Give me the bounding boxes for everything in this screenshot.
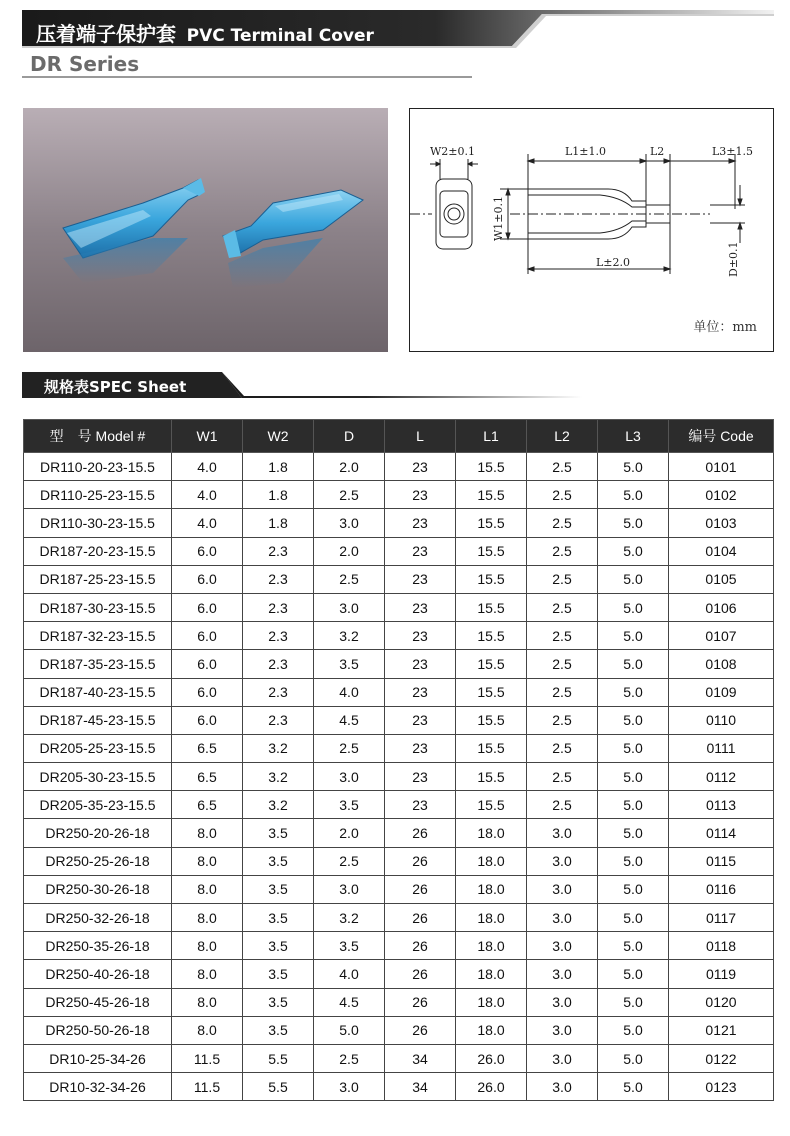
table-cell: DR250-30-26-18 xyxy=(24,875,172,903)
table-cell: 5.0 xyxy=(598,650,669,678)
table-cell: 23 xyxy=(385,734,456,762)
table-cell: 18.0 xyxy=(456,988,527,1016)
table-cell: 2.5 xyxy=(527,509,598,537)
series-label: DR Series xyxy=(30,52,140,76)
table-cell: 0118 xyxy=(669,932,774,960)
table-cell: 3.0 xyxy=(314,509,385,537)
table-cell: 2.5 xyxy=(527,481,598,509)
table-cell: 3.0 xyxy=(527,988,598,1016)
table-cell: 26 xyxy=(385,960,456,988)
table-cell: DR110-20-23-15.5 xyxy=(24,453,172,481)
column-header: L3 xyxy=(598,420,669,453)
table-cell: 2.3 xyxy=(243,650,314,678)
table-cell: 23 xyxy=(385,509,456,537)
table-cell: 8.0 xyxy=(172,960,243,988)
table-cell: 15.5 xyxy=(456,706,527,734)
column-header: L1 xyxy=(456,420,527,453)
table-cell: 3.5 xyxy=(243,847,314,875)
table-cell: 6.5 xyxy=(172,734,243,762)
table-cell: 2.3 xyxy=(243,706,314,734)
table-cell: 18.0 xyxy=(456,904,527,932)
table-row xyxy=(24,763,774,791)
table-cell: 0110 xyxy=(669,706,774,734)
table-cell: 3.2 xyxy=(243,734,314,762)
table-row xyxy=(24,819,774,847)
table-cell: DR205-35-23-15.5 xyxy=(24,791,172,819)
table-cell: 15.5 xyxy=(456,537,527,565)
label-w2: W2±0.1 xyxy=(430,145,476,158)
table-cell: 4.0 xyxy=(314,678,385,706)
table-cell: 8.0 xyxy=(172,988,243,1016)
table-cell: 26.0 xyxy=(456,1073,527,1101)
table-row xyxy=(24,509,774,537)
table-cell: 8.0 xyxy=(172,847,243,875)
table-cell: 0106 xyxy=(669,593,774,621)
table-cell: 26 xyxy=(385,819,456,847)
table-cell: DR187-25-23-15.5 xyxy=(24,565,172,593)
table-cell: 23 xyxy=(385,593,456,621)
column-header: 编号 Code xyxy=(669,420,774,453)
table-cell: 2.3 xyxy=(243,622,314,650)
table-body xyxy=(24,453,774,1101)
table-cell: 2.5 xyxy=(527,565,598,593)
table-cell: 26.0 xyxy=(456,1044,527,1072)
table-cell: 5.0 xyxy=(598,509,669,537)
table-cell: 23 xyxy=(385,453,456,481)
table-cell: 5.0 xyxy=(598,622,669,650)
table-cell: DR10-32-34-26 xyxy=(24,1073,172,1101)
table-cell: 0120 xyxy=(669,988,774,1016)
table-cell: 0122 xyxy=(669,1044,774,1072)
table-cell: 3.0 xyxy=(527,932,598,960)
table-cell: 3.0 xyxy=(527,960,598,988)
table-cell: 1.8 xyxy=(243,453,314,481)
table-row xyxy=(24,537,774,565)
table-cell: 2.5 xyxy=(527,537,598,565)
table-cell: 8.0 xyxy=(172,1016,243,1044)
table-row xyxy=(24,791,774,819)
table-cell: 0117 xyxy=(669,904,774,932)
table-cell: 5.0 xyxy=(598,875,669,903)
table-cell: 4.0 xyxy=(172,509,243,537)
table-cell: 15.5 xyxy=(456,593,527,621)
table-cell: 3.0 xyxy=(314,1073,385,1101)
table-cell: 2.0 xyxy=(314,453,385,481)
table-cell: 5.0 xyxy=(598,565,669,593)
table-cell: 0119 xyxy=(669,960,774,988)
table-cell: 26 xyxy=(385,932,456,960)
table-row xyxy=(24,453,774,481)
table-cell: 3.5 xyxy=(243,819,314,847)
table-row xyxy=(24,988,774,1016)
table-cell: 15.5 xyxy=(456,453,527,481)
label-w1: W1±0.1 xyxy=(492,195,505,241)
table-cell: 3.0 xyxy=(527,1073,598,1101)
label-l: L±2.0 xyxy=(596,256,631,269)
table-cell: 5.0 xyxy=(598,1016,669,1044)
table-cell: 5.0 xyxy=(598,904,669,932)
table-row xyxy=(24,1016,774,1044)
table-cell: 4.0 xyxy=(314,960,385,988)
table-cell: 3.5 xyxy=(243,1016,314,1044)
table-cell: 6.0 xyxy=(172,537,243,565)
table-cell: 5.0 xyxy=(598,706,669,734)
table-cell: 6.5 xyxy=(172,763,243,791)
table-cell: 2.0 xyxy=(314,537,385,565)
table-cell: 5.5 xyxy=(243,1044,314,1072)
table-cell: 15.5 xyxy=(456,791,527,819)
table-cell: 23 xyxy=(385,537,456,565)
table-cell: 3.5 xyxy=(314,932,385,960)
table-cell: 26 xyxy=(385,1016,456,1044)
table-cell: 0112 xyxy=(669,763,774,791)
series-divider xyxy=(22,76,472,78)
table-cell: DR250-20-26-18 xyxy=(24,819,172,847)
table-cell: 2.0 xyxy=(314,819,385,847)
table-cell: DR205-25-23-15.5 xyxy=(24,734,172,762)
table-cell: 2.5 xyxy=(527,453,598,481)
table-cell: DR250-35-26-18 xyxy=(24,932,172,960)
table-cell: 5.0 xyxy=(598,960,669,988)
label-l2: L2 xyxy=(650,145,665,158)
table-cell: 2.5 xyxy=(527,734,598,762)
table-cell: DR250-25-26-18 xyxy=(24,847,172,875)
table-cell: 18.0 xyxy=(456,847,527,875)
table-row xyxy=(24,593,774,621)
table-cell: 23 xyxy=(385,706,456,734)
table-cell: 4.0 xyxy=(172,481,243,509)
column-header: 型 号 Model # xyxy=(24,420,172,453)
table-cell: 23 xyxy=(385,481,456,509)
table-cell: 23 xyxy=(385,791,456,819)
table-cell: 18.0 xyxy=(456,960,527,988)
table-cell: 34 xyxy=(385,1073,456,1101)
table-cell: 5.0 xyxy=(598,847,669,875)
table-cell: 18.0 xyxy=(456,932,527,960)
title-cn: 压着端子保护套 xyxy=(36,22,176,46)
column-header: D xyxy=(314,420,385,453)
table-cell: 5.0 xyxy=(598,988,669,1016)
table-cell: DR187-32-23-15.5 xyxy=(24,622,172,650)
table-cell: 2.5 xyxy=(527,593,598,621)
table-cell: 8.0 xyxy=(172,875,243,903)
spec-banner xyxy=(22,372,582,400)
table-cell: 5.0 xyxy=(598,453,669,481)
table-cell: 5.0 xyxy=(598,819,669,847)
table-cell: 0114 xyxy=(669,819,774,847)
table-row xyxy=(24,565,774,593)
table-cell: 26 xyxy=(385,875,456,903)
table-cell: 2.3 xyxy=(243,565,314,593)
table-cell: DR110-30-23-15.5 xyxy=(24,509,172,537)
table-cell: 18.0 xyxy=(456,875,527,903)
table-row xyxy=(24,932,774,960)
table-cell: 3.2 xyxy=(243,763,314,791)
table-cell: 4.5 xyxy=(314,706,385,734)
table-cell: 15.5 xyxy=(456,763,527,791)
table-cell: 3.0 xyxy=(314,593,385,621)
table-row xyxy=(24,734,774,762)
table-cell: 15.5 xyxy=(456,622,527,650)
table-cell: 2.5 xyxy=(527,706,598,734)
table-cell: 3.5 xyxy=(314,791,385,819)
table-cell: 23 xyxy=(385,763,456,791)
table-cell: 2.5 xyxy=(527,678,598,706)
table-cell: 2.5 xyxy=(527,791,598,819)
table-cell: DR250-45-26-18 xyxy=(24,988,172,1016)
table-cell: DR250-50-26-18 xyxy=(24,1016,172,1044)
spec-table xyxy=(23,419,774,1101)
table-cell: 3.0 xyxy=(314,875,385,903)
column-header: L xyxy=(385,420,456,453)
table-cell: 2.5 xyxy=(314,1044,385,1072)
table-cell: DR187-20-23-15.5 xyxy=(24,537,172,565)
table-row xyxy=(24,678,774,706)
dimension-drawing xyxy=(409,108,774,352)
table-cell: 0116 xyxy=(669,875,774,903)
unit-note: 单位：mm xyxy=(693,320,757,335)
table-cell: 18.0 xyxy=(456,819,527,847)
table-cell: 6.0 xyxy=(172,650,243,678)
table-cell: 3.0 xyxy=(527,819,598,847)
column-header: L2 xyxy=(527,420,598,453)
table-cell: 11.5 xyxy=(172,1073,243,1101)
table-cell: 15.5 xyxy=(456,678,527,706)
table-cell: DR187-30-23-15.5 xyxy=(24,593,172,621)
table-row xyxy=(24,1073,774,1101)
table-cell: 6.0 xyxy=(172,706,243,734)
table-cell: 3.5 xyxy=(243,932,314,960)
table-cell: 2.3 xyxy=(243,678,314,706)
spec-title: 规格表SPEC Sheet xyxy=(44,378,187,396)
table-cell: DR10-25-34-26 xyxy=(24,1044,172,1072)
label-l1: L1±1.0 xyxy=(565,145,607,158)
table-cell: 3.2 xyxy=(243,791,314,819)
table-cell: 3.0 xyxy=(527,1044,598,1072)
table-cell: 3.5 xyxy=(243,988,314,1016)
table-cell: 15.5 xyxy=(456,650,527,678)
table-cell: 0123 xyxy=(669,1073,774,1101)
table-cell: 5.0 xyxy=(598,1044,669,1072)
table-cell: 3.0 xyxy=(527,1016,598,1044)
table-cell: 23 xyxy=(385,622,456,650)
column-header: W1 xyxy=(172,420,243,453)
table-cell: 0101 xyxy=(669,453,774,481)
table-row xyxy=(24,481,774,509)
table-cell: 18.0 xyxy=(456,1016,527,1044)
table-cell: 0107 xyxy=(669,622,774,650)
table-cell: 2.5 xyxy=(527,622,598,650)
table-cell: 0113 xyxy=(669,791,774,819)
table-cell: 5.5 xyxy=(243,1073,314,1101)
table-cell: 15.5 xyxy=(456,481,527,509)
table-cell: 0108 xyxy=(669,650,774,678)
table-cell: 5.0 xyxy=(598,932,669,960)
table-cell: 3.0 xyxy=(527,875,598,903)
table-cell: 26 xyxy=(385,847,456,875)
table-cell: DR187-40-23-15.5 xyxy=(24,678,172,706)
table-cell: DR205-30-23-15.5 xyxy=(24,763,172,791)
table-cell: DR250-40-26-18 xyxy=(24,960,172,988)
table-row xyxy=(24,875,774,903)
table-cell: 2.3 xyxy=(243,537,314,565)
table-cell: 2.5 xyxy=(314,565,385,593)
table-row xyxy=(24,650,774,678)
table-cell: 23 xyxy=(385,678,456,706)
table-cell: 2.3 xyxy=(243,593,314,621)
table-cell: 3.0 xyxy=(314,763,385,791)
table-cell: 6.0 xyxy=(172,593,243,621)
table-cell: DR187-45-23-15.5 xyxy=(24,706,172,734)
table-cell: 15.5 xyxy=(456,509,527,537)
table-cell: 8.0 xyxy=(172,819,243,847)
column-header: W2 xyxy=(243,420,314,453)
table-cell: 26 xyxy=(385,904,456,932)
table-cell: 2.5 xyxy=(314,481,385,509)
table-cell: 8.0 xyxy=(172,904,243,932)
table-cell: 3.5 xyxy=(314,650,385,678)
table-cell: 5.0 xyxy=(598,537,669,565)
table-header-row xyxy=(24,420,774,453)
product-photo xyxy=(23,108,388,352)
table-cell: 23 xyxy=(385,565,456,593)
header-banner xyxy=(22,10,774,50)
table-cell: 2.5 xyxy=(527,650,598,678)
table-cell: DR110-25-23-15.5 xyxy=(24,481,172,509)
table-row xyxy=(24,1044,774,1072)
table-cell: 5.0 xyxy=(598,791,669,819)
table-cell: 0115 xyxy=(669,847,774,875)
table-cell: 5.0 xyxy=(314,1016,385,1044)
table-cell: 6.0 xyxy=(172,678,243,706)
table-cell: 0104 xyxy=(669,537,774,565)
table-cell: 6.0 xyxy=(172,622,243,650)
table-cell: 4.5 xyxy=(314,988,385,1016)
table-cell: 11.5 xyxy=(172,1044,243,1072)
table-row xyxy=(24,622,774,650)
table-cell: 3.5 xyxy=(243,904,314,932)
table-cell: 0109 xyxy=(669,678,774,706)
table-cell: DR250-32-26-18 xyxy=(24,904,172,932)
table-cell: 0111 xyxy=(669,734,774,762)
table-cell: 26 xyxy=(385,988,456,1016)
table-cell: 5.0 xyxy=(598,734,669,762)
table-cell: 4.0 xyxy=(172,453,243,481)
table-cell: 34 xyxy=(385,1044,456,1072)
table-cell: 5.0 xyxy=(598,1073,669,1101)
title-en: PVC Terminal Cover xyxy=(186,26,374,46)
table-cell: 6.5 xyxy=(172,791,243,819)
label-l3: L3±1.5 xyxy=(712,145,754,158)
table-cell: 3.0 xyxy=(527,904,598,932)
table-cell: 2.5 xyxy=(527,763,598,791)
table-cell: 2.5 xyxy=(314,847,385,875)
table-cell: 5.0 xyxy=(598,678,669,706)
table-cell: 23 xyxy=(385,650,456,678)
table-cell: 3.2 xyxy=(314,904,385,932)
table-cell: 8.0 xyxy=(172,932,243,960)
table-row xyxy=(24,960,774,988)
table-cell: 5.0 xyxy=(598,763,669,791)
table-cell: 0102 xyxy=(669,481,774,509)
table-cell: 6.0 xyxy=(172,565,243,593)
table-cell: 3.0 xyxy=(527,847,598,875)
table-cell: 15.5 xyxy=(456,734,527,762)
table-cell: 5.0 xyxy=(598,481,669,509)
table-cell: 0105 xyxy=(669,565,774,593)
table-row xyxy=(24,904,774,932)
table-cell: 0121 xyxy=(669,1016,774,1044)
table-row xyxy=(24,706,774,734)
table-cell: 2.5 xyxy=(314,734,385,762)
table-cell: 1.8 xyxy=(243,481,314,509)
page-title xyxy=(36,18,374,47)
table-cell: 3.5 xyxy=(243,875,314,903)
table-cell: 15.5 xyxy=(456,565,527,593)
table-cell: 5.0 xyxy=(598,593,669,621)
table-cell: 1.8 xyxy=(243,509,314,537)
table-cell: 3.2 xyxy=(314,622,385,650)
table-cell: DR187-35-23-15.5 xyxy=(24,650,172,678)
table-cell: 3.5 xyxy=(243,960,314,988)
table-cell: 0103 xyxy=(669,509,774,537)
label-d: D±0.1 xyxy=(727,241,740,277)
table-row xyxy=(24,847,774,875)
